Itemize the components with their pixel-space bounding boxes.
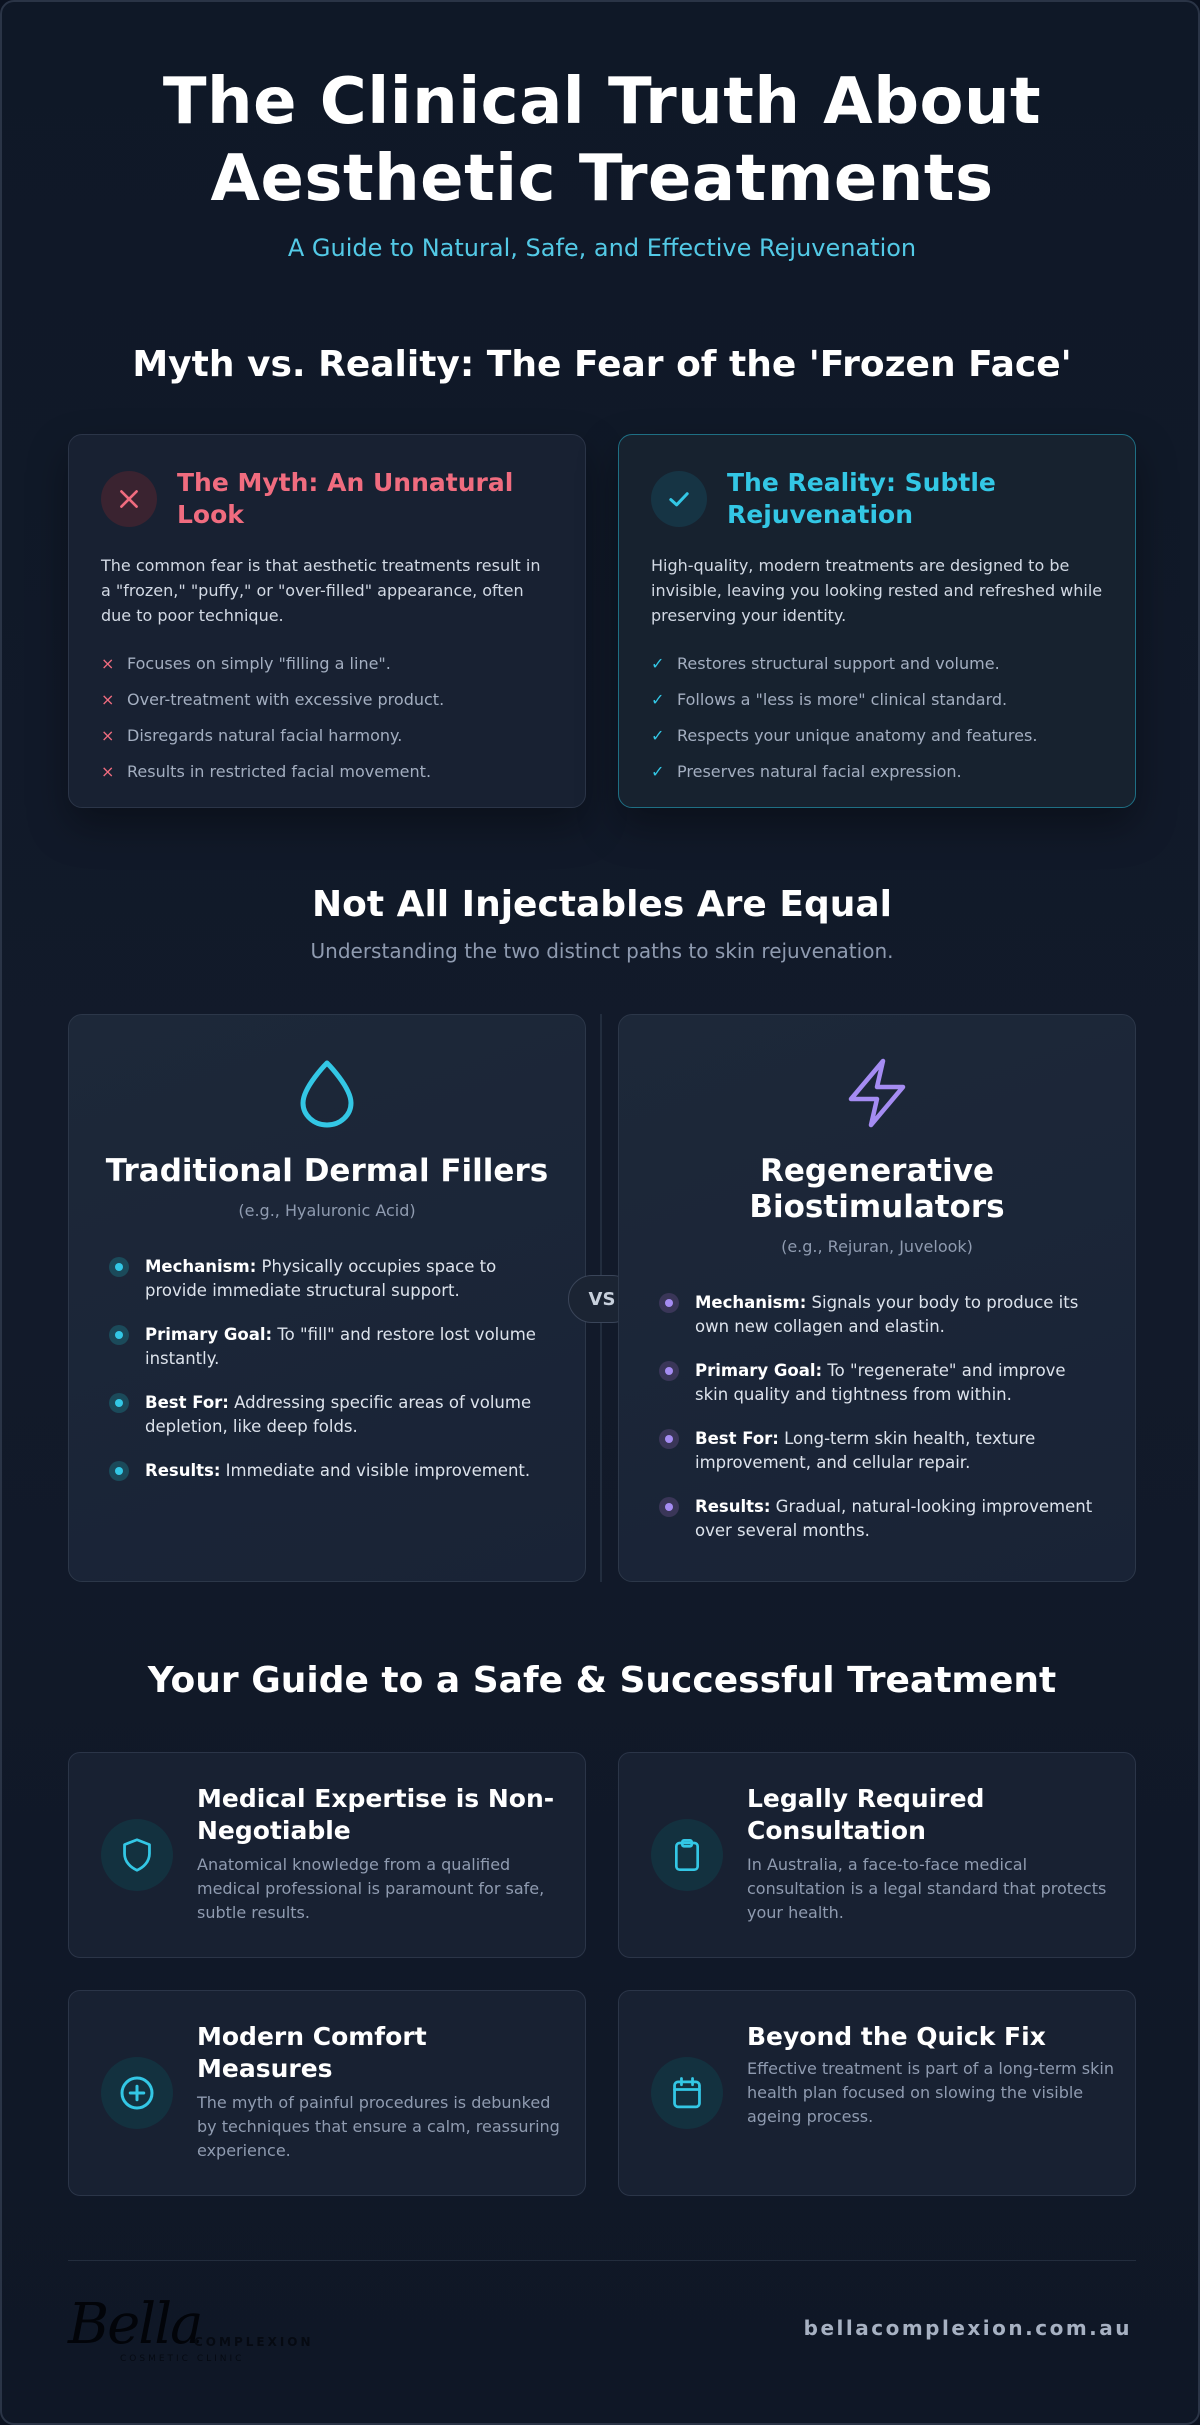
reality-description: High-quality, modern treatments are designed to be invisible, leaving you looking rested and refreshed while preserving your identity. (651, 556, 1103, 625)
website-link[interactable]: bellacomplexion.com.au (803, 2316, 1132, 2340)
clinic-logo (68, 2292, 328, 2372)
guide-section-title: Your Guide to a Safe & Successful Treatment (147, 1660, 1057, 1701)
bullet-dot-icon (659, 1293, 679, 1313)
shield-icon (101, 1819, 173, 1891)
myth-heading: The Myth: An Unnatural Look (177, 468, 514, 529)
reality-list (651, 645, 1111, 789)
list-item (101, 681, 561, 717)
biostimulators-card (618, 1014, 1136, 1582)
check-mark-icon: ✓ (651, 689, 665, 709)
list-item (101, 717, 561, 753)
item-label: Best For: (145, 1393, 229, 1412)
vs-badge: VS (568, 1275, 636, 1323)
list-item (659, 1359, 1099, 1407)
item-text: Immediate and visible improvement. (220, 1461, 531, 1480)
biostimulators-example: (e.g., Rejuran, Juvelook) (781, 1237, 973, 1256)
myth-item-text: Over-treatment with excessive product. (127, 689, 445, 709)
check-mark-icon: ✓ (651, 725, 665, 745)
list-item (651, 681, 1111, 717)
item-text: Long-term skin health, texture improvement, and cellular repair. (695, 1429, 1036, 1472)
item-label: Best For: (695, 1429, 779, 1448)
biostimulators-list (659, 1291, 1099, 1563)
list-item (109, 1255, 549, 1303)
reality-card (618, 434, 1136, 808)
guide-card-description: Effective treatment is part of a long-term skin health plan focused on slowing the visible ageing process. (747, 2059, 1114, 2126)
logo-script: Bella (68, 2292, 202, 2357)
fillers-list (109, 1255, 549, 1503)
item-label: Primary Goal: (695, 1361, 823, 1380)
guide-card-quick-fix (618, 1990, 1136, 2196)
item-label: Mechanism: (695, 1293, 807, 1312)
bullet-dot-icon (109, 1325, 129, 1345)
list-item (651, 753, 1111, 789)
list-item (659, 1495, 1099, 1543)
list-item (651, 645, 1111, 681)
fillers-card (68, 1014, 586, 1582)
logo-word: COMPLEXION (194, 2335, 314, 2349)
biostimulators-title (619, 1153, 1135, 1225)
item-text: Signals your body to produce its own new collagen and elastin. (695, 1293, 1079, 1336)
biostimulators-title-line-2: Biostimulators (749, 1189, 1005, 1225)
list-item (651, 717, 1111, 753)
myth-item-text: Focuses on simply "filling a line". (127, 653, 391, 673)
page-subtitle: A Guide to Natural, Safe, and Effective Rejuvenation (287, 234, 917, 262)
item-label: Results: (695, 1497, 771, 1516)
check-mark-icon: ✓ (651, 761, 665, 781)
item-text: Physically occupies space to provide immediate structural support. (145, 1257, 497, 1300)
guide-card-comfort (68, 1990, 586, 2196)
item-text: Addressing specific areas of volume depletion, like deep folds. (145, 1393, 532, 1436)
reality-item-text: Respects your unique anatomy and features. (677, 725, 1038, 745)
item-text: To "fill" and restore lost volume instantly. (145, 1325, 536, 1368)
logo-sub: COSMETIC CLINIC (120, 2354, 245, 2364)
reality-item-text: Follows a "less is more" clinical standard. (677, 689, 1008, 709)
fillers-title: Traditional Dermal Fillers (105, 1153, 549, 1189)
item-label: Mechanism: (145, 1257, 257, 1276)
myth-description: The common fear is that aesthetic treatments result in a "frozen," "puffy," or "over-filled" appearance, often due to poor technique. (101, 556, 541, 625)
guide-card-description: In Australia, a face-to-face medical consultation is a legal standard that protects your health. (747, 1855, 1107, 1922)
myth-item-text: Results in restricted facial movement. (127, 761, 432, 781)
x-icon (101, 471, 157, 527)
droplet-icon (69, 1057, 585, 1129)
guide-card-title: Beyond the Quick Fix (747, 2022, 1046, 2051)
list-item (109, 1391, 549, 1439)
check-mark-icon: ✓ (651, 653, 665, 673)
title-line-1: The Clinical Truth About (162, 65, 1042, 139)
list-item (659, 1427, 1099, 1475)
injectables-section-title: Not All Injectables Are Equal (312, 884, 892, 925)
x-mark-icon: × (101, 725, 115, 745)
guide-card-title: Medical Expertise is Non-Negotiable (197, 1784, 555, 1845)
page-title (2, 64, 1200, 218)
x-mark-icon: × (101, 689, 115, 709)
x-mark-icon: × (101, 761, 115, 781)
clipboard-icon (651, 1819, 723, 1891)
item-text: To "regenerate" and improve skin quality and tightness from within. (695, 1361, 1066, 1404)
injectables-section-subtitle: Understanding the two distinct paths to skin rejuvenation. (310, 939, 894, 963)
bullet-dot-icon (109, 1257, 129, 1277)
list-item (109, 1459, 549, 1483)
list-item (101, 645, 561, 681)
bullet-dot-icon (109, 1393, 129, 1413)
list-item (109, 1323, 549, 1371)
guide-card-title: Legally Required Consultation (747, 1784, 985, 1845)
reality-item-text: Restores structural support and volume. (677, 653, 1000, 673)
guide-card-description: Anatomical knowledge from a qualified medical professional is paramount for safe, subtle results. (197, 1855, 545, 1922)
list-item (101, 753, 561, 789)
bullet-dot-icon (109, 1461, 129, 1481)
reality-heading: The Reality: Subtle Rejuvenation (727, 468, 996, 529)
bullet-dot-icon (659, 1361, 679, 1381)
myth-card (68, 434, 586, 808)
myth-item-text: Disregards natural facial harmony. (127, 725, 403, 745)
guide-card-title: Modern Comfort Measures (197, 2022, 427, 2083)
reality-item-text: Preserves natural facial expression. (677, 761, 962, 781)
bullet-dot-icon (659, 1429, 679, 1449)
bullet-dot-icon (659, 1497, 679, 1517)
guide-card-medical-expertise (68, 1752, 586, 1958)
list-item (659, 1291, 1099, 1339)
lightning-icon (619, 1057, 1135, 1129)
title-line-2: Aesthetic Treatments (210, 142, 994, 216)
check-icon (651, 471, 707, 527)
x-mark-icon: × (101, 653, 115, 673)
myth-reality-section-title: Myth vs. Reality: The Fear of the 'Frozen Face' (132, 344, 1072, 385)
fillers-example: (e.g., Hyaluronic Acid) (238, 1201, 416, 1220)
footer-divider (68, 2260, 1136, 2261)
item-label: Results: (145, 1461, 221, 1480)
item-label: Primary Goal: (145, 1325, 273, 1344)
guide-card-description: The myth of painful procedures is debunked by techniques that ensure a calm, reassuring experience. (197, 2093, 560, 2160)
myth-list (101, 645, 561, 789)
calendar-icon (651, 2057, 723, 2129)
biostimulators-title-line-1: Regenerative (759, 1153, 995, 1189)
item-text: Gradual, natural-looking improvement over several months. (695, 1497, 1093, 1540)
plus-circle-icon (101, 2057, 173, 2129)
guide-card-consultation (618, 1752, 1136, 1958)
